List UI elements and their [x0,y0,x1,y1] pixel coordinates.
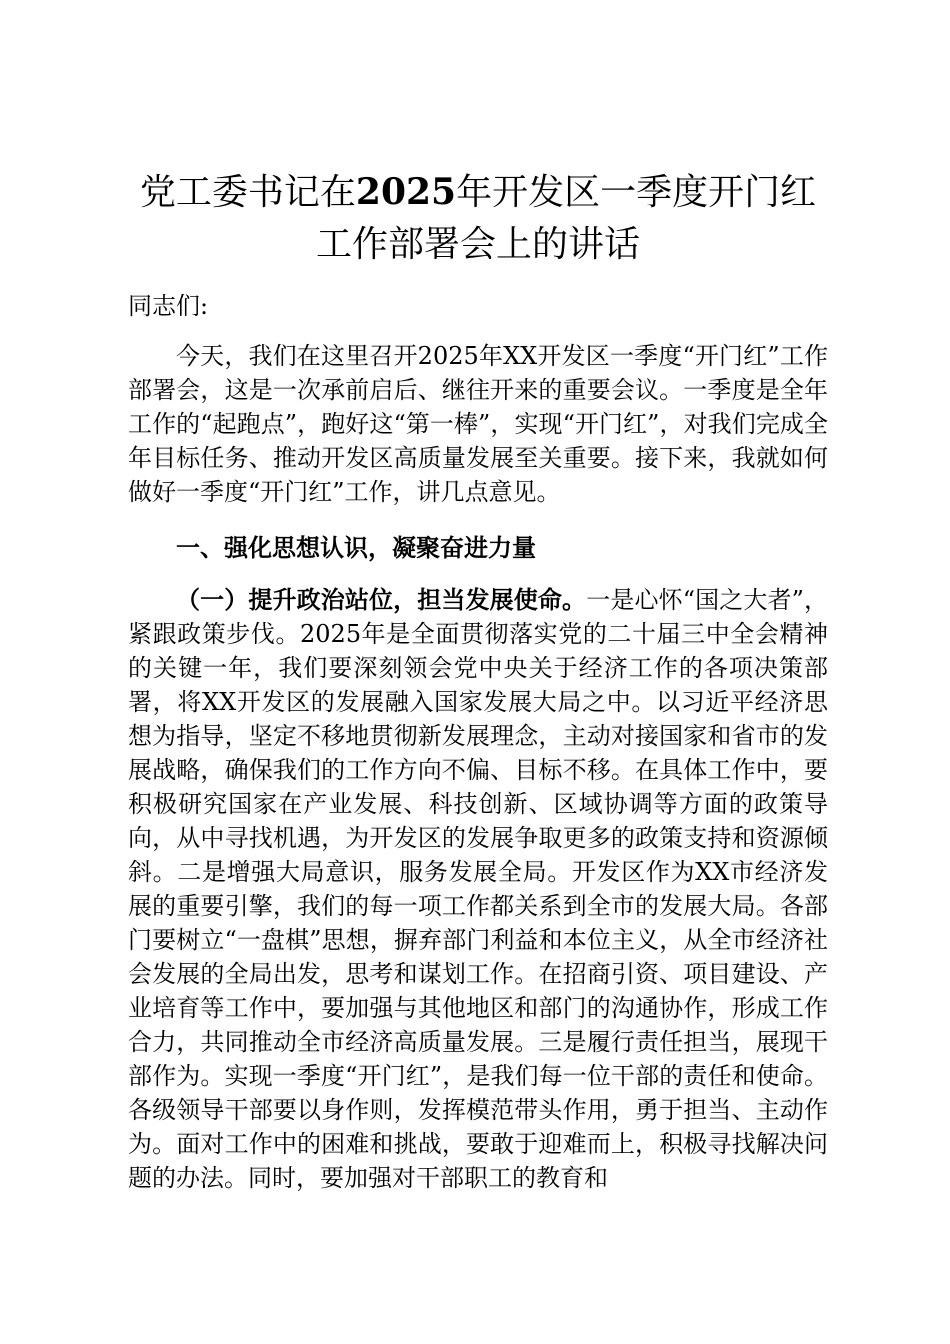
salutation: 同志们: [128,292,209,320]
title-text-part2: 年开发区一季度开门红工作部署会上的讲话 [315,172,817,265]
subsection-heading-1: （一）提升政治站位，担当发展使命。 [176,585,587,614]
document-title [128,166,828,271]
subsection-paragraph-1 [128,583,828,1195]
document-body [128,166,828,1195]
section-heading-1: 一、强化思想认识，凝聚奋进力量 [176,533,536,562]
intro-paragraph: 今天，我们在这里召开2025年XX开发区一季度“开门红”工作部署会，这是一次承前启后、继往开来的重要会议。一季度是全年工作的“起跑点”，跑好这“第一棒”，实现“开门红”，对我们完成全年目标任务、推动开发区高质量发展至关重要。接下来，我就如何做好一季度“开门红”工作，讲几点意见。 [128,342,828,506]
title-year: 2025 [355,171,457,213]
title-text-part1: 党工委书记在 [139,172,356,213]
subsection-body-1: 一是心怀“国之大者”，紧跟政策步伐。2025年是全面贯彻落实党的二十届三中全会精神的关键一年，我们要深刻领会党中央关于经济工作的各项决策部署，将XX开发区的发展融入国家发展大局之中。以习近平经济思想为指导，坚定不移地贯彻新发展理念，主动对接国家和省市的发展战略，确保我们的工作方向不偏、目标不移。在具体工作中，要积极研究国家在产业发展、科技创新、区域协调等方面的政策导向，从中寻找机遇，为开发区的发展争取更多的政策支持和资源倾斜。二是增强大局意识，服务发展全局。开发区作为XX市经济发展的重要引擎，我们的每一项工作都关系到全市的发展大局。各部门要树立“一盘棋”思想，摒弃部门利益和本位主义，从全市经济社会发展的全局出发，思考和谋划工作。在招商引资、项目建设、产业培育等工作中，要加强与其他地区和部门的沟通协作，形成工作合力，共同推动全市经济高质量发展。三是履行责任担当，展现干部作为。实现一季度“开门红”，是我们每一位干部的责任和使命。各级领导干部要以身作则，发挥模范带头作用，勇于担当、主动作为。面对工作中的困难和挑战，要敢于迎难而上，积极寻找解决问题的办法。同时，要加强对干部职工的教育和 [128,586,829,1192]
